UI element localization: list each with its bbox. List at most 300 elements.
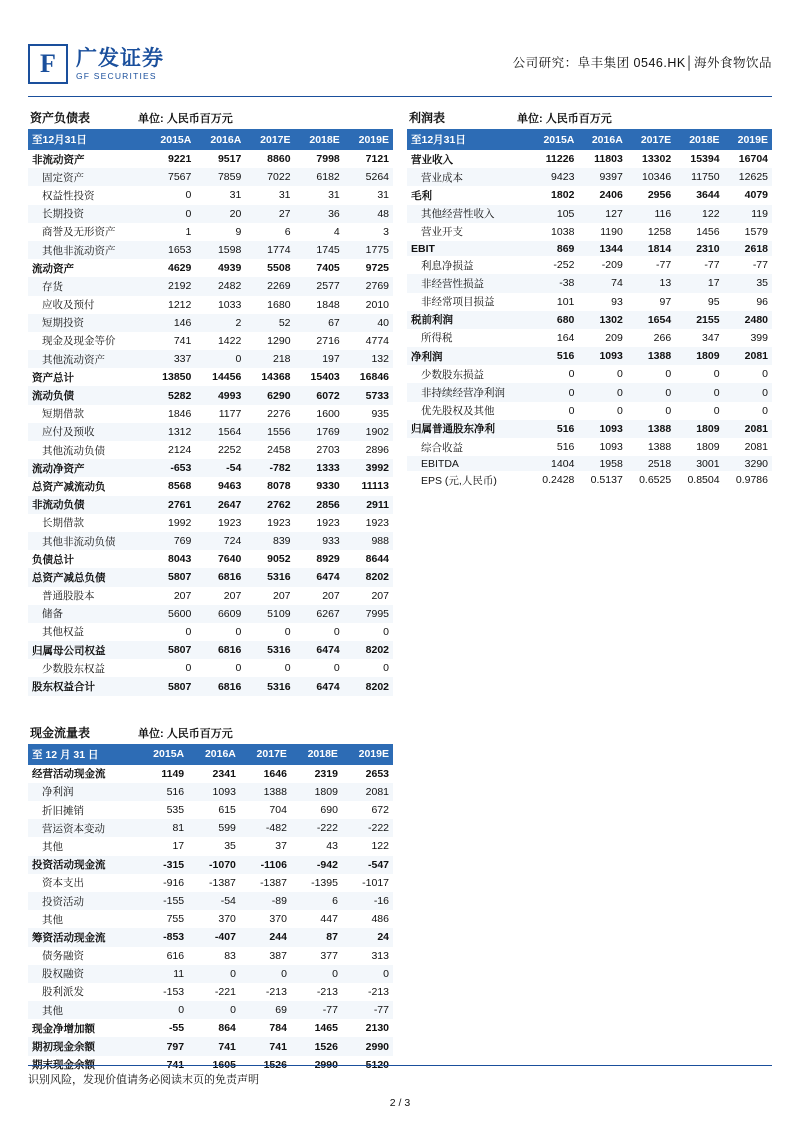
cash-flow-title-row	[28, 722, 393, 744]
balance-sheet-title: 资产负债表	[30, 111, 91, 125]
row-value: -1387	[209, 876, 236, 889]
row-value: 616	[166, 949, 185, 962]
table-row	[28, 965, 393, 983]
row-value: 1646	[263, 767, 287, 780]
row-value: -916	[163, 876, 185, 889]
row-label: 其他流动负债	[42, 444, 105, 457]
row-value: 15394	[690, 153, 720, 166]
table-row	[28, 332, 393, 350]
row-value: 337	[173, 353, 192, 366]
row-label: 期末现金余额	[32, 1059, 95, 1072]
row-value: 2192	[167, 280, 192, 293]
row-value: 5807	[167, 571, 192, 584]
table-row	[28, 659, 393, 677]
row-value: 2703	[316, 444, 340, 457]
row-value: 0	[333, 625, 340, 638]
row-value: 9463	[217, 480, 242, 493]
row-value: 0	[284, 662, 291, 675]
row-label: 折旧摊销	[42, 804, 84, 817]
row-label: 非持续经营净利润	[421, 387, 505, 400]
balance-sheet-unit: 单位: 人民币百万元	[138, 113, 233, 125]
row-value: 17	[707, 277, 720, 290]
row-value: 8644	[365, 553, 389, 566]
row-value: 6474	[316, 680, 340, 693]
row-value: 0	[230, 967, 236, 980]
row-value: 146	[173, 316, 192, 329]
row-value: 741	[218, 1040, 236, 1053]
row-value: 164	[556, 331, 575, 344]
row-value: 9	[235, 225, 242, 238]
row-value: -942	[316, 858, 338, 871]
table-row	[28, 587, 393, 605]
table-row	[28, 241, 393, 259]
row-value: 8860	[267, 153, 291, 166]
row-value: -77	[752, 259, 768, 272]
row-label: 其他	[42, 840, 63, 853]
table-row	[28, 1001, 393, 1019]
row-value: -77	[704, 259, 720, 272]
row-value: 0	[333, 662, 340, 675]
row-value: 2990	[314, 1058, 338, 1071]
row-value: 5282	[167, 389, 192, 402]
row-value: 0	[713, 368, 720, 381]
row-value: 9221	[167, 153, 192, 166]
table-row	[407, 223, 772, 241]
table-row	[28, 819, 393, 837]
row-label: 应收及预付	[42, 299, 95, 312]
table-row	[407, 241, 772, 256]
row-label: 总资产减流动负	[32, 480, 106, 493]
row-value: 0	[568, 368, 575, 381]
row-value: 2618	[744, 242, 768, 255]
row-value: 67	[328, 316, 340, 329]
row-value: 0	[616, 386, 623, 399]
row-value: 83	[224, 949, 236, 962]
row-value: 116	[654, 207, 672, 220]
row-value: 2319	[314, 767, 338, 780]
table-row	[28, 928, 393, 946]
row-value: 0	[383, 625, 389, 638]
row-label: 储备	[42, 608, 63, 621]
table-row	[28, 837, 393, 855]
tables-container	[28, 107, 772, 1074]
row-label: EBITDA	[421, 457, 459, 470]
row-value: 0	[762, 386, 768, 399]
table-row	[28, 459, 393, 477]
row-value: 0	[235, 353, 242, 366]
row-value: 0	[332, 967, 338, 980]
table-row	[407, 150, 772, 168]
row-value: 1388	[647, 350, 672, 363]
logo-mark-icon: F	[28, 44, 68, 84]
row-label: 非流动负债	[32, 499, 85, 512]
row-value: 1958	[599, 457, 623, 470]
table-row	[407, 293, 772, 311]
row-label: 营业成本	[421, 171, 463, 184]
row-value: 0	[185, 189, 192, 202]
row-value: 1093	[599, 441, 623, 454]
table-header-row	[28, 744, 393, 765]
row-value: 13850	[162, 371, 192, 384]
cash-flow-table	[28, 744, 393, 1074]
row-value: 741	[269, 1040, 287, 1053]
row-value: 9725	[365, 262, 389, 275]
row-value: 17	[172, 840, 185, 853]
row-value: 266	[653, 331, 672, 344]
gf-securities-logo	[28, 44, 164, 84]
row-value: 2081	[744, 422, 768, 435]
row-value: 1802	[551, 189, 575, 202]
row-label: 固定资产	[42, 171, 84, 184]
row-value: 0	[665, 404, 672, 417]
row-label: 营业收入	[411, 153, 453, 166]
row-label: EBIT	[411, 242, 435, 255]
table-header-row	[407, 129, 772, 150]
table-row	[28, 550, 393, 568]
row-value: 1923	[365, 516, 389, 529]
row-value: 1600	[316, 407, 340, 420]
row-value: 207	[273, 589, 291, 602]
income-statement-title-row	[407, 107, 772, 129]
row-value: 20	[229, 207, 242, 220]
row-value: 35	[224, 840, 236, 853]
table-row	[407, 274, 772, 292]
table-row	[28, 910, 393, 928]
row-label: 营业开支	[421, 226, 463, 239]
row-value: -213	[316, 985, 338, 998]
column-header: 至 12 月 31 日	[28, 744, 136, 765]
row-label: 流动净资产	[32, 462, 85, 475]
footer-divider	[28, 1065, 772, 1066]
table-row	[28, 874, 393, 892]
row-value: 6816	[217, 571, 242, 584]
row-value: 11113	[361, 480, 389, 493]
row-value: 5264	[365, 171, 389, 184]
column-header: 2016A	[188, 744, 240, 765]
row-value: 7859	[217, 171, 242, 184]
row-value: 7640	[217, 553, 242, 566]
row-label: 非经营性损益	[421, 277, 484, 290]
header-subject-line: 公司研究：阜丰集团 0546.HK│海外食物饮品	[512, 56, 772, 70]
column-header: 2019E	[342, 744, 393, 765]
page-footer	[28, 1065, 772, 1109]
row-value: 0	[383, 662, 389, 675]
row-value: 741	[166, 1058, 185, 1071]
row-label: 综合收益	[421, 441, 463, 454]
row-value: 6072	[316, 389, 340, 402]
row-label: 存货	[42, 280, 63, 293]
row-value: 1093	[599, 422, 623, 435]
column-header: 2016A	[195, 129, 245, 150]
table-row	[407, 347, 772, 365]
row-value: 5316	[267, 644, 291, 657]
row-value: 0	[616, 368, 623, 381]
row-value: 1093	[599, 350, 623, 363]
column-header: 2018E	[291, 744, 342, 765]
column-header: 2018E	[295, 129, 344, 150]
row-value: 1654	[647, 313, 672, 326]
table-row	[28, 186, 393, 204]
row-value: 1526	[314, 1040, 338, 1053]
row-value: 9397	[599, 171, 623, 184]
row-label: 资本支出	[42, 877, 84, 890]
table-row	[407, 205, 772, 223]
row-value: 0	[713, 386, 720, 399]
row-value: 207	[173, 589, 192, 602]
row-value: 122	[702, 207, 720, 220]
row-value: 769	[173, 535, 192, 548]
row-value: 2911	[366, 498, 389, 511]
row-value: 2	[235, 316, 242, 329]
row-value: 615	[218, 804, 236, 817]
row-value: -54	[220, 895, 236, 908]
row-value: 2762	[267, 498, 291, 511]
row-value: 0	[713, 404, 720, 417]
row-value: 31	[278, 189, 291, 202]
row-value: 2769	[365, 280, 389, 293]
table-row	[28, 150, 393, 168]
row-value: 8202	[365, 644, 389, 657]
row-value: -482	[265, 822, 287, 835]
row-label: 净利润	[42, 786, 74, 799]
row-value: 13	[659, 277, 672, 290]
row-value: 0	[568, 404, 575, 417]
row-label: 其他非流动资产	[42, 244, 116, 257]
row-value: 0	[235, 625, 242, 638]
row-value: 0	[665, 386, 672, 399]
row-label: 其他	[42, 1004, 63, 1017]
row-value: 244	[269, 931, 287, 944]
row-value: 1388	[647, 422, 672, 435]
row-value: 2081	[365, 785, 389, 798]
row-value: 52	[278, 316, 291, 329]
row-value: 599	[218, 822, 236, 835]
table-row	[28, 532, 393, 550]
row-value: -16	[373, 895, 389, 908]
row-value: 40	[377, 316, 389, 329]
row-value: 36	[328, 207, 340, 220]
row-value: 1809	[696, 350, 720, 363]
row-value: 48	[377, 207, 389, 220]
row-value: 1	[185, 225, 192, 238]
income-statement-unit: 单位: 人民币百万元	[517, 113, 612, 125]
right-column	[407, 107, 772, 1074]
column-header: 2015A	[145, 129, 195, 150]
table-row	[407, 471, 772, 489]
logo-chinese-name: 广发证券	[76, 46, 164, 70]
row-value: 1769	[316, 425, 340, 438]
row-value: 8078	[267, 480, 291, 493]
row-value: 7995	[365, 607, 389, 620]
row-value: 81	[172, 822, 185, 835]
row-value: 1290	[267, 334, 291, 347]
table-row	[407, 383, 772, 401]
row-label: 投资活动	[42, 895, 84, 908]
row-value: 0.2428	[542, 474, 575, 487]
row-value: 1465	[314, 1022, 338, 1035]
row-label: 期初现金余额	[32, 1041, 95, 1054]
row-label: 非流动资产	[32, 153, 85, 166]
row-label: 长期投资	[42, 208, 84, 221]
row-value: 741	[173, 334, 192, 347]
left-column	[28, 107, 393, 1074]
row-value: -77	[373, 1004, 389, 1017]
row-value: 105	[556, 207, 575, 220]
row-value: 6	[284, 225, 291, 238]
row-value: 1923	[316, 516, 340, 529]
row-label: 权益性投资	[42, 189, 95, 202]
row-value: -77	[322, 1004, 338, 1017]
row-value: 27	[278, 207, 291, 220]
row-value: 2761	[167, 498, 192, 511]
row-value: 3992	[365, 462, 389, 475]
table-row	[28, 892, 393, 910]
row-value: 1190	[600, 225, 623, 238]
row-value: 4	[333, 225, 340, 238]
row-value: 31	[229, 189, 242, 202]
row-value: 7567	[167, 171, 192, 184]
row-value: 0	[284, 625, 291, 638]
row-value: 2081	[744, 441, 768, 454]
table-row	[28, 983, 393, 1001]
row-value: 1526	[263, 1058, 287, 1071]
row-value: 35	[756, 277, 768, 290]
row-value: 1774	[267, 244, 291, 257]
row-value: 96	[756, 295, 768, 308]
row-value: 370	[218, 913, 236, 926]
row-value: 31	[377, 189, 389, 202]
row-value: 0	[762, 368, 768, 381]
row-value: 95	[707, 295, 720, 308]
row-value: 1923	[267, 516, 291, 529]
logo-english-name: GF SECURITIES	[76, 70, 157, 81]
table-row	[407, 420, 772, 438]
row-value: 0	[281, 967, 287, 980]
row-value: -222	[316, 822, 338, 835]
row-label: 流动资产	[32, 262, 74, 275]
column-header: 2017E	[627, 129, 675, 150]
row-value: 9517	[217, 153, 242, 166]
row-label: 流动负债	[32, 390, 74, 403]
row-value: 2856	[316, 498, 340, 511]
row-value: 69	[275, 1004, 287, 1017]
table-row	[28, 386, 393, 404]
row-value: 87	[326, 931, 338, 944]
row-label: 债务融资	[42, 950, 84, 963]
row-value: 1333	[316, 462, 340, 475]
row-value: 1212	[167, 298, 192, 311]
row-value: 16704	[738, 153, 768, 166]
row-value: 5316	[267, 571, 291, 584]
row-label: 营运资本变动	[42, 822, 105, 835]
row-value: 1404	[551, 457, 575, 470]
row-value: 2276	[267, 407, 291, 420]
row-value: 6816	[217, 644, 242, 657]
row-value: 1680	[267, 298, 291, 311]
row-value: 2990	[365, 1040, 389, 1053]
row-value: 1579	[744, 225, 768, 238]
row-value: 3001	[696, 457, 720, 470]
row-value: 0	[185, 662, 192, 675]
row-value: 11750	[691, 171, 720, 184]
table-row	[407, 186, 772, 204]
row-value: 2341	[212, 767, 236, 780]
row-value: 11226	[545, 153, 575, 166]
row-value: 0.9786	[735, 474, 768, 487]
row-value: 4993	[217, 389, 242, 402]
row-value: 74	[611, 277, 623, 290]
column-header: 2017E	[240, 744, 291, 765]
row-value: 8043	[167, 553, 192, 566]
row-label: 普通股股本	[42, 590, 95, 603]
row-value: 1388	[263, 785, 287, 798]
table-row	[407, 365, 772, 383]
column-header: 2019E	[344, 129, 393, 150]
row-value: 6609	[217, 607, 242, 620]
row-value: -221	[214, 985, 236, 998]
table-row	[28, 568, 393, 586]
row-value: 2310	[696, 242, 720, 255]
column-spacer	[28, 696, 393, 722]
row-value: 2269	[267, 280, 291, 293]
row-value: 2406	[599, 189, 623, 202]
row-label: 负债总计	[32, 553, 74, 566]
row-label: 其他经营性收入	[421, 208, 495, 221]
row-value: 8929	[316, 553, 340, 566]
row-value: 2480	[744, 313, 768, 326]
row-value: 387	[269, 949, 287, 962]
row-value: 1456	[696, 225, 720, 238]
row-value: 2896	[365, 444, 389, 457]
row-value: 1745	[316, 244, 340, 257]
row-value: 31	[328, 189, 340, 202]
row-value: 672	[371, 804, 389, 817]
cash-flow-body	[28, 765, 393, 1074]
row-value: 784	[269, 1022, 287, 1035]
row-label: 投资活动现金流	[32, 859, 106, 872]
row-value: 1312	[167, 425, 192, 438]
row-value: 1149	[161, 767, 185, 780]
column-header: 2016A	[578, 129, 626, 150]
row-value: 6290	[267, 389, 291, 402]
row-value: 15403	[310, 371, 340, 384]
row-value: 0	[383, 967, 389, 980]
row-value: 988	[371, 535, 389, 548]
row-value: 516	[556, 350, 575, 363]
row-label: 应付及预收	[42, 426, 95, 439]
row-value: 37	[275, 840, 287, 853]
row-value: -77	[656, 259, 672, 272]
row-value: 119	[751, 207, 768, 220]
row-value: -1017	[362, 876, 389, 889]
page-header	[28, 0, 772, 94]
row-value: 2956	[647, 189, 672, 202]
row-value: 377	[320, 949, 338, 962]
row-value: 869	[556, 242, 575, 255]
row-label: 其他流动资产	[42, 353, 105, 366]
row-value: 43	[326, 840, 338, 853]
row-value: -213	[367, 985, 389, 998]
row-value: 93	[611, 295, 623, 308]
row-value: 516	[166, 785, 185, 798]
row-value: 2482	[217, 280, 242, 293]
column-header: 2019E	[724, 129, 772, 150]
row-value: 2130	[365, 1022, 389, 1035]
row-value: -315	[163, 858, 185, 871]
row-value: 933	[322, 535, 340, 548]
row-value: -153	[163, 985, 185, 998]
row-value: 14456	[212, 371, 242, 384]
